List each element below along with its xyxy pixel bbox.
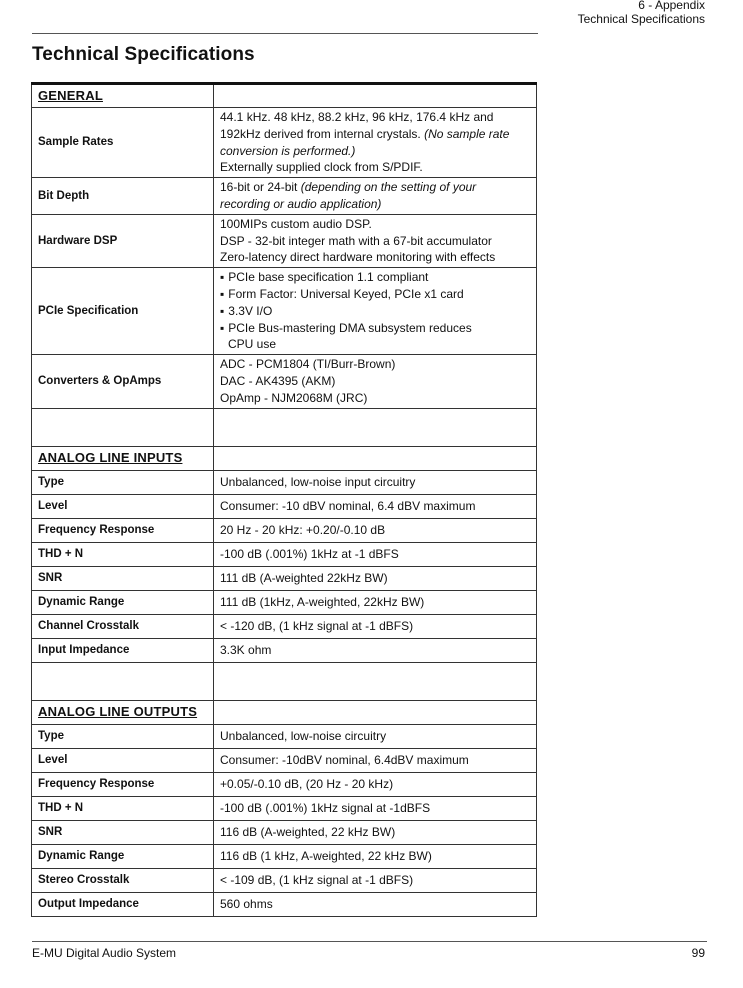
spec-value-text: PCIe base specification 1.1 compliant xyxy=(228,270,429,285)
spec-row xyxy=(32,748,537,772)
spec-value xyxy=(214,214,537,267)
spec-value-line xyxy=(220,196,530,213)
spec-value xyxy=(214,590,537,614)
spec-row xyxy=(32,820,537,844)
spec-value xyxy=(214,868,537,892)
spec-value-line xyxy=(220,800,530,817)
spec-value-text: Unbalanced, low-noise input circuitry xyxy=(220,474,416,489)
spec-value-text: DAC - AK4395 (AKM) xyxy=(220,373,336,388)
spec-value-line xyxy=(220,474,530,491)
spec-label: SNR xyxy=(32,566,214,590)
spec-value-note: conversion is performed.) xyxy=(220,143,356,158)
spec-value xyxy=(214,638,537,662)
spec-value-text: 16-bit or 24-bit xyxy=(220,180,301,195)
section-header-row xyxy=(32,84,537,108)
spec-value-text: -100 dB (.001%) 1kHz signal at -1dBFS xyxy=(220,800,431,815)
spec-value xyxy=(214,268,537,355)
spec-value-text: < -109 dB, (1 kHz signal at -1 dBFS) xyxy=(220,872,414,887)
spec-value xyxy=(214,892,537,916)
spec-label: Hardware DSP xyxy=(32,214,214,267)
spec-label: THD + N xyxy=(32,542,214,566)
spec-row xyxy=(32,542,537,566)
spec-value-text: OpAmp - NJM2068M (JRC) xyxy=(220,390,368,405)
spec-value-text: Consumer: -10 dBV nominal, 6.4 dBV maximum xyxy=(220,498,476,513)
spec-row xyxy=(32,892,537,916)
spec-table-body xyxy=(32,84,537,917)
spec-value-line xyxy=(220,143,530,160)
spec-label: Channel Crosstalk xyxy=(32,614,214,638)
spec-value-text: 20 Hz - 20 kHz: +0.20/-0.10 dB xyxy=(220,522,386,537)
spec-label: Type xyxy=(32,724,214,748)
spec-value-text: ADC - PCM1804 (TI/Burr-Brown) xyxy=(220,357,396,372)
spec-value-text: 116 dB (A-weighted, 22 kHz BW) xyxy=(220,824,396,839)
spec-value-line xyxy=(220,249,530,266)
header-section: Technical Specifications xyxy=(577,12,705,26)
spec-value-line xyxy=(220,320,530,337)
spec-value-text: Form Factor: Universal Keyed, PCIe x1 card xyxy=(228,286,464,301)
spec-value-line xyxy=(220,896,530,913)
spec-value-line xyxy=(220,356,530,373)
spec-row xyxy=(32,724,537,748)
spec-label: Level xyxy=(32,748,214,772)
spec-value xyxy=(214,820,537,844)
spec-value-note: recording or audio application) xyxy=(220,196,382,211)
spec-row xyxy=(32,494,537,518)
spec-value-text: Unbalanced, low-noise circuitry xyxy=(220,728,387,743)
spec-value-text: 192kHz derived from internal crystals. xyxy=(220,126,425,141)
footer-product-name: E-MU Digital Audio System xyxy=(32,946,177,960)
spacer-cell xyxy=(214,662,537,700)
spec-label: Level xyxy=(32,494,214,518)
spec-value-line xyxy=(220,594,530,611)
spec-value xyxy=(214,566,537,590)
spec-value-line xyxy=(220,752,530,769)
spec-value xyxy=(214,518,537,542)
spec-label: Bit Depth xyxy=(32,178,214,215)
spec-value-text: +0.05/-0.10 dB, (20 Hz - 20 kHz) xyxy=(220,776,394,791)
section-heading: ANALOG LINE INPUTS xyxy=(32,446,214,470)
spec-value-line xyxy=(220,872,530,889)
spec-label: Type xyxy=(32,470,214,494)
spec-value-line xyxy=(220,618,530,635)
spec-value-line xyxy=(220,546,530,563)
spec-value xyxy=(214,108,537,178)
spec-value-text: DSP - 32-bit integer math with a 67-bit accumulator xyxy=(220,233,492,248)
spec-value-line xyxy=(220,179,530,196)
spec-value-line xyxy=(220,159,530,176)
spec-value-text: CPU use xyxy=(228,337,277,352)
spec-value-line xyxy=(220,233,530,250)
spec-value-text: Zero-latency direct hardware monitoring with effects xyxy=(220,250,496,265)
header-chapter: 6 - Appendix xyxy=(638,0,705,12)
spec-value-line xyxy=(220,286,530,303)
spec-row xyxy=(32,108,537,178)
spec-value-text: 3.3K ohm xyxy=(220,642,272,657)
spec-value xyxy=(214,772,537,796)
spec-value-line xyxy=(220,303,530,320)
spec-row xyxy=(32,772,537,796)
spec-value-text: 111 dB (A-weighted 22kHz BW) xyxy=(220,570,388,585)
spec-row xyxy=(32,355,537,408)
spec-value-line xyxy=(220,373,530,390)
spec-value-line xyxy=(220,269,530,286)
spec-value xyxy=(214,724,537,748)
spec-value-text: PCIe Bus-mastering DMA subsystem reduces xyxy=(228,320,472,335)
section-header-row xyxy=(32,446,537,470)
spec-row xyxy=(32,614,537,638)
spec-value xyxy=(214,470,537,494)
spec-value-line xyxy=(220,522,530,539)
section-header-row xyxy=(32,700,537,724)
footer-rule xyxy=(32,941,707,942)
page-number: 99 xyxy=(691,946,705,960)
spec-value-line xyxy=(220,498,530,515)
spec-value-line xyxy=(220,336,530,353)
spec-row xyxy=(32,268,537,355)
spec-value-line xyxy=(220,848,530,865)
spec-row xyxy=(32,214,537,267)
spec-label: THD + N xyxy=(32,796,214,820)
section-heading-empty-cell xyxy=(214,446,537,470)
spec-row xyxy=(32,868,537,892)
spec-value-text: Consumer: -10dBV nominal, 6.4dBV maximum xyxy=(220,752,469,767)
spec-value-line xyxy=(220,109,530,126)
spec-value-line xyxy=(220,570,530,587)
spec-label: Converters & OpAmps xyxy=(32,355,214,408)
spec-row xyxy=(32,566,537,590)
spec-value-line xyxy=(220,390,530,407)
spec-row xyxy=(32,518,537,542)
spec-label: Dynamic Range xyxy=(32,844,214,868)
spec-label: Frequency Response xyxy=(32,772,214,796)
spec-value-text: 44.1 kHz. 48 kHz, 88.2 kHz, 96 kHz, 176.4 kHz and xyxy=(220,110,494,124)
spec-label: Output Impedance xyxy=(32,892,214,916)
spec-value-text: 116 dB (1 kHz, A-weighted, 22 kHz BW) xyxy=(220,848,432,863)
page-title: Technical Specifications xyxy=(32,44,255,65)
spec-value-line xyxy=(220,776,530,793)
spec-value xyxy=(214,748,537,772)
spec-value xyxy=(214,178,537,215)
spec-value-line xyxy=(220,642,530,659)
spec-label: Dynamic Range xyxy=(32,590,214,614)
spec-label: Stereo Crosstalk xyxy=(32,868,214,892)
section-heading-empty-cell xyxy=(214,84,537,108)
spacer-row xyxy=(32,408,537,446)
spec-table xyxy=(31,82,537,917)
spec-value-line xyxy=(220,824,530,841)
spec-value-note: (depending on the setting of your xyxy=(300,180,477,195)
spec-value xyxy=(214,542,537,566)
spec-row xyxy=(32,590,537,614)
spec-value-line xyxy=(220,216,530,233)
spec-label: SNR xyxy=(32,820,214,844)
header-rule xyxy=(32,33,538,34)
spec-row xyxy=(32,470,537,494)
spec-value-note: (No sample rate xyxy=(424,126,510,141)
spec-value-line xyxy=(220,126,530,143)
spec-row xyxy=(32,638,537,662)
spec-value-text: 100MIPs custom audio DSP. xyxy=(220,216,372,231)
running-header xyxy=(578,0,705,26)
spec-value xyxy=(214,614,537,638)
spec-value xyxy=(214,796,537,820)
spec-value-text: < -120 dB, (1 kHz signal at -1 dBFS) xyxy=(220,618,414,633)
spacer-cell xyxy=(32,662,214,700)
section-heading: GENERAL xyxy=(32,84,214,108)
spec-value-text: 560 ohms xyxy=(220,896,273,911)
spacer-cell xyxy=(32,408,214,446)
section-heading: ANALOG LINE OUTPUTS xyxy=(32,700,214,724)
spec-value xyxy=(214,494,537,518)
spec-row xyxy=(32,796,537,820)
spec-label: Input Impedance xyxy=(32,638,214,662)
spec-label: Frequency Response xyxy=(32,518,214,542)
spec-value-line xyxy=(220,728,530,745)
spec-value xyxy=(214,844,537,868)
spec-value-text: Externally supplied clock from S/PDIF. xyxy=(220,160,423,175)
spec-row xyxy=(32,844,537,868)
spec-row xyxy=(32,178,537,215)
section-heading-empty-cell xyxy=(214,700,537,724)
spec-label: Sample Rates xyxy=(32,108,214,178)
spec-value-text: 111 dB (1kHz, A-weighted, 22kHz BW) xyxy=(220,594,425,609)
spec-value-text: -100 dB (.001%) 1kHz at -1 dBFS xyxy=(220,546,399,561)
spacer-row xyxy=(32,662,537,700)
spec-value-text: 3.3V I/O xyxy=(228,303,273,318)
spec-value xyxy=(214,355,537,408)
spec-label: PCIe Specification xyxy=(32,268,214,355)
spacer-cell xyxy=(214,408,537,446)
